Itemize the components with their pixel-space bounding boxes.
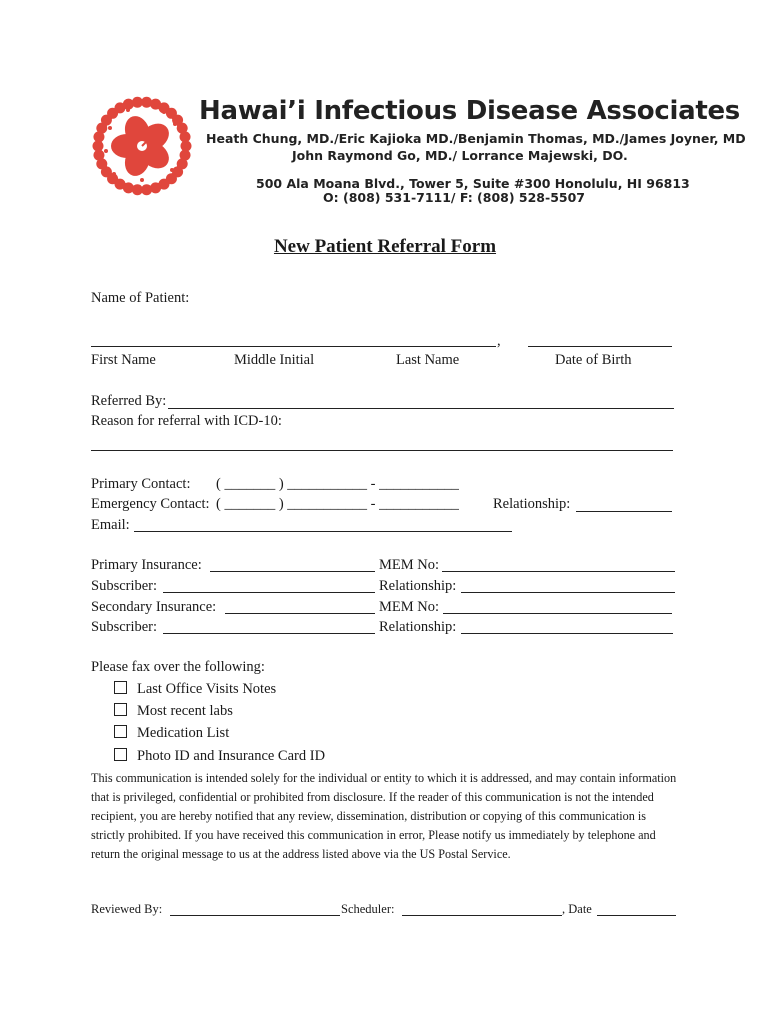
primary-insurance-label: Primary Insurance: (91, 557, 202, 573)
comma: , (497, 333, 501, 349)
middle-initial-label: Middle Initial (234, 352, 315, 368)
reason-field[interactable] (91, 450, 673, 451)
mem-no-label: MEM No: (379, 557, 440, 573)
fax-item: Last Office Visits Notes (114, 681, 276, 698)
secondary-subscriber-field[interactable] (163, 633, 375, 634)
relationship-label: Relationship: (493, 496, 571, 512)
name-of-patient-label: Name of Patient: (91, 290, 190, 306)
date-of-birth-label: Date of Birth (555, 352, 632, 368)
fax-intro: Please fax over the following: (91, 659, 265, 675)
last-name-label: Last Name (396, 352, 460, 368)
form-title: New Patient Referral Form (273, 236, 497, 257)
primary-contact-phone-field[interactable]: ( _______ ) ___________ - ___________ (216, 476, 459, 492)
org-name: Hawai’i Infectious Disease Associates (199, 96, 740, 126)
checkbox[interactable] (114, 703, 127, 716)
secondary-insurance-field[interactable] (225, 613, 375, 614)
doctors-line-1: Heath Chung, MD./Eric Kajioka MD./Benjamin Thomas, MD./James Joyner, MD (206, 131, 746, 146)
first-name-label: First Name (91, 352, 156, 368)
emergency-contact-label: Emergency Contact: (91, 496, 210, 512)
secondary-insurance-label: Secondary Insurance: (91, 599, 217, 615)
doctors-line-2: John Raymond Go, MD./ Lorrance Majewski, DO. (292, 148, 628, 163)
referred-by-label: Referred By: (91, 393, 167, 409)
hibiscus-logo-icon (90, 94, 194, 198)
fax-item: Most recent labs (114, 703, 233, 720)
date-of-birth-field[interactable] (528, 346, 672, 347)
checkbox[interactable] (114, 681, 127, 694)
primary-contact-label: Primary Contact: (91, 476, 191, 492)
referred-by-field[interactable] (168, 408, 674, 409)
date-label: , Date (562, 902, 592, 916)
emergency-relationship-field[interactable] (576, 511, 672, 512)
subscriber-label: Subscriber: (91, 578, 158, 594)
email-label: Email: (91, 517, 130, 533)
secondary-relationship-field[interactable] (461, 633, 673, 634)
fax-item: Photo ID and Insurance Card ID (114, 748, 325, 765)
primary-relationship-field[interactable] (461, 592, 675, 593)
address: 500 Ala Moana Blvd., Tower 5, Suite #300 Honolulu, HI 96813 (256, 176, 690, 191)
fax-item: Medication List (114, 725, 229, 742)
email-field[interactable] (134, 531, 512, 532)
checkbox[interactable] (114, 725, 127, 738)
checkbox[interactable] (114, 748, 127, 761)
reviewed-by-field[interactable] (170, 915, 340, 916)
reviewed-by-label: Reviewed By: (91, 902, 163, 916)
reason-label: Reason for referral with ICD-10: (91, 413, 282, 429)
scheduler-label: Scheduler: (341, 902, 395, 916)
secondary-mem-no-field[interactable] (443, 613, 672, 614)
confidentiality-disclaimer: This communication is intended solely for the individual or entity to which it is addressed, and may contain information that is privileged, confidential or prohibited from disclosure. If the reader of this communication is not the intended recipient, you are hereby notified that any review, dissemination, distribution or copying of this communication is strictly prohibited. If you have received this communication in error, Please notify us immediately by telephone and return the original message to us at the address listed above via the US Postal Service. (91, 771, 677, 861)
primary-mem-no-field[interactable] (442, 571, 675, 572)
emergency-contact-phone-field[interactable]: ( _______ ) ___________ - ___________ (216, 496, 459, 512)
primary-subscriber-field[interactable] (163, 592, 375, 593)
relationship-label: Relationship: (379, 619, 457, 635)
relationship-label: Relationship: (379, 578, 457, 594)
patient-name-field[interactable] (91, 346, 496, 347)
scheduler-field[interactable] (402, 915, 562, 916)
phone-fax: O: (808) 531-7111/ F: (808) 528-5507 (323, 190, 585, 205)
date-field[interactable] (597, 915, 676, 916)
subscriber-label: Subscriber: (91, 619, 158, 635)
mem-no-label: MEM No: (379, 599, 440, 615)
primary-insurance-field[interactable] (210, 571, 375, 572)
